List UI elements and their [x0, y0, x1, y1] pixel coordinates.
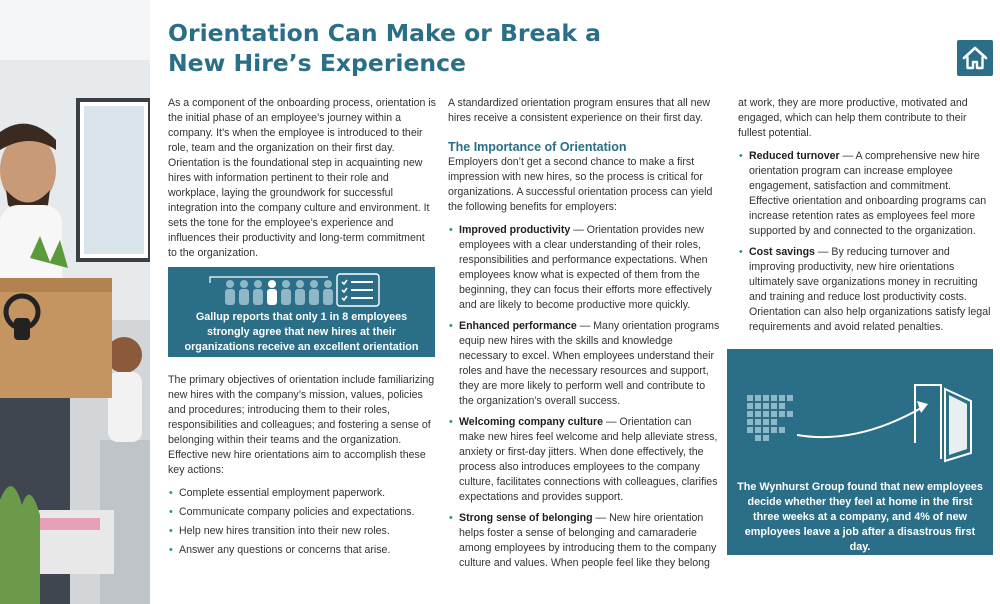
benefit-text: — A comprehensive new hire orientation program can increase employee engagement, satisfaction and commitment. Effective orientation and onboarding programs can increase retention rates as employees feel more supported by and connected to the organization.	[749, 150, 987, 237]
column-three	[738, 96, 992, 341]
benefits-list	[448, 223, 720, 571]
list-item	[738, 149, 992, 239]
importance-heading: The Importance of Orientation	[448, 140, 627, 154]
objectives-section	[168, 373, 438, 562]
benefit-lead: Enhanced performance	[459, 320, 577, 332]
people-group-icon	[168, 269, 435, 309]
objectives-paragraph: The primary objectives of orientation include familiarizing new hires with the company’s mission, values, policies and procedures; introducing them to their roles, responsibilities and colleagues; and fostering a sense of belonging within their teams and the organization. Effective new hire orientations aim to accomplish these key actions:	[168, 374, 435, 476]
benefit-text: — By reducing turnover and improving productivity, new hire orientations ultimately save organizations money in recruiting and training and reduce lost productivity costs. Orientation can also help organizations satisfy legal requirements and avoid related penalties.	[749, 246, 991, 333]
belong-continuation: at work, they are more productive, motivated and engaged, which can help them contribute to their fullest potential.	[738, 97, 968, 139]
benefit-text: — Orientation can make new hires feel welcome and help alleviate stress, anxiety or first-day jitters. When done effectively, the process also introduces employees to the company culture, facilitates connections with colleagues, clarifies expectations and provides support.	[459, 416, 718, 503]
list-item: • Help new hires transition into their new roles.	[168, 524, 438, 539]
benefits-list-continued	[738, 149, 992, 335]
benefit-lead: Strong sense of belonging	[459, 512, 593, 524]
benefit-lead: Reduced turnover	[749, 150, 840, 162]
gallup-statistic: Gallup reports that only 1 in 8 employees strongly agree that new hires at their organizations receive an excellent orientation and onboarding experience.	[184, 311, 419, 368]
wynhurst-callout	[727, 349, 993, 555]
list-item: • Answer any questions or concerns that arise.	[168, 543, 438, 558]
hero-photo	[0, 0, 150, 604]
column-two	[448, 96, 720, 577]
door-arrow-icon	[727, 349, 993, 469]
actions-list	[168, 486, 438, 558]
importance-paragraph: Employers don’t get a second chance to make a first impression with new hires, so the process is critical for organizations. A successful orientation process can yield the following benefits for employers:	[448, 156, 713, 213]
benefit-text: — Orientation provides new employees with a clear understanding of their roles, responsibilities and performance expectations. When employees know what is expected of them from the beginning, they can focus their efforts more effectively and are likely to become productive more quickly.	[459, 224, 712, 311]
standardized-paragraph: A standardized orientation program ensures that all new hires receive a consistent experience on their first day.	[448, 97, 711, 124]
home-icon	[962, 46, 988, 70]
list-item	[448, 319, 720, 409]
list-item: • Complete essential employment paperwork.	[168, 486, 438, 501]
wynhurst-statistic: The Wynhurst Group found that new employees decide whether they feel at home in the first three weeks at a company, and 4% of new employees leave a job after a disastrous first day.	[737, 481, 983, 553]
benefit-lead: Improved productivity	[459, 224, 571, 236]
list-item	[448, 223, 720, 313]
home-button[interactable]	[957, 40, 993, 76]
benefit-lead: Cost savings	[749, 246, 815, 258]
page-title: Orientation Can Make or Break a New Hire’s Experience	[168, 19, 601, 77]
benefit-text: — Many orientation programs equip new hires with the skills and knowledge necessary to excel. When employees understand their roles and have the necessary resources and support, they are more likely to perform well and contribute to the organization’s overall success.	[459, 320, 720, 407]
list-item	[738, 245, 992, 335]
office-worker-illustration	[0, 0, 150, 604]
intro-paragraph: As a component of the onboarding process, orientation is the initial phase of an employee’s journey within a company. It’s when the employee is introduced to their role, team and the organization on their first day. Orientation is the foundational step in acquainting new hires with information pertinent to their role and workplace, laying the groundwork for successful integration into the company culture and environment. It sets the tone for the employee’s experience and influences their productivity and long-term commitment to the organization.	[168, 97, 436, 259]
benefit-text: — New hire orientation helps foster a sense of belonging and camaraderie among employees by introducing them to the company culture and values. When people feel like they belong	[459, 512, 717, 569]
benefit-lead: Welcoming company culture	[459, 416, 604, 428]
column-one	[168, 96, 436, 261]
checklist-icon	[336, 273, 380, 307]
list-item	[448, 511, 720, 571]
list-item	[448, 415, 720, 505]
gallup-callout	[168, 267, 435, 368]
list-item: • Communicate company policies and expectations.	[168, 505, 438, 520]
